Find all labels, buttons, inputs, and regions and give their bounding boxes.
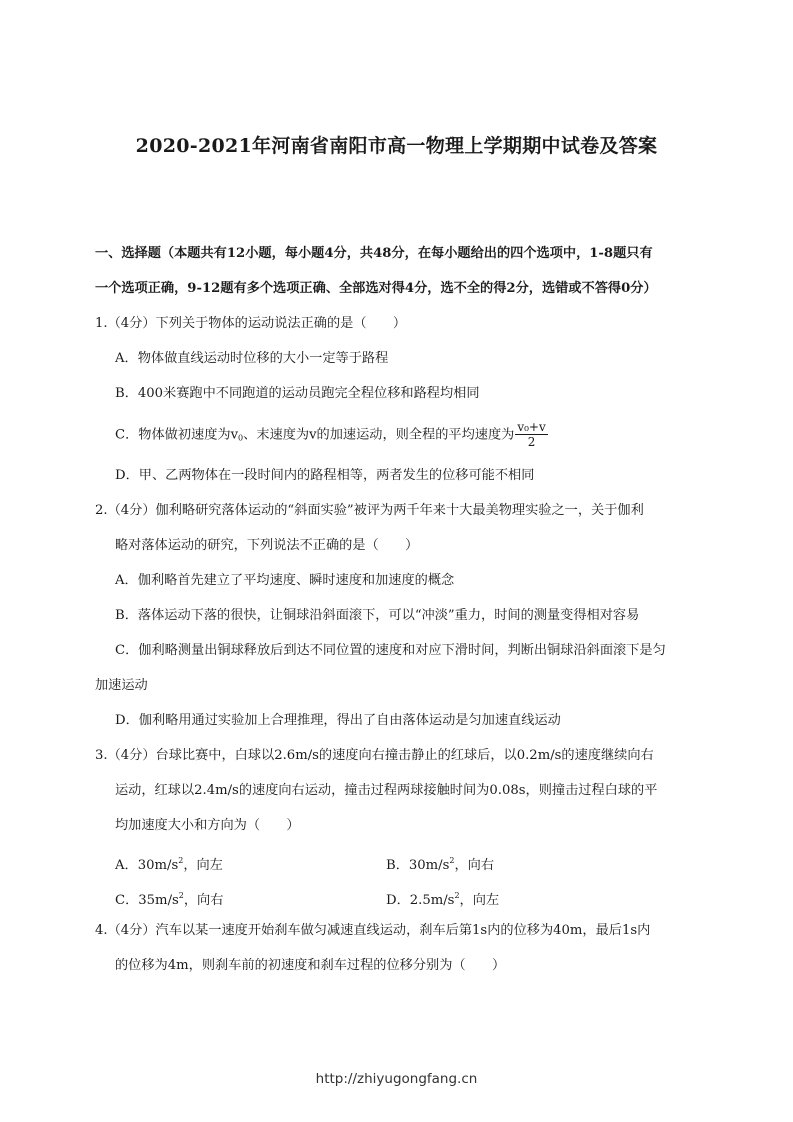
q2-option-d: D．伽利略用通过实验加上合理推理，得出了自由落体运动是匀加速直线运动: [115, 713, 561, 728]
q3-option-a-value: A．30m/s: [115, 858, 179, 873]
q3-option-c-value: C．35m/s: [115, 893, 179, 908]
q3-option-b: [386, 853, 494, 874]
q2-option-c-line2: 加速运动: [95, 678, 148, 693]
q3-option-c-exponent: 2: [178, 891, 184, 900]
q1-option-b: B．400米赛跑中不同跑道的运动员跑完全程位移和路程均相同: [115, 386, 480, 401]
average-velocity-fraction: [515, 421, 547, 449]
q3-option-a: [115, 853, 223, 874]
q3-option-a-direction: ，向左: [183, 858, 223, 873]
q1-option-c-pre: C．物体做初速度为v: [115, 427, 239, 443]
q2-option-a: A．伽利略首先建立了平均速度、瞬时速度和加速度的概念: [115, 573, 455, 588]
q3-option-d-direction: ，向左: [459, 893, 500, 908]
q3-option-b-value: B．30m/s: [386, 858, 450, 873]
q1-stem: 1.（4分）下列关于物体的运动说法正确的是（ ）: [95, 316, 407, 331]
q2-stem-line2: 略对落体运动的研究，下列说法不正确的是（ ）: [115, 538, 419, 553]
q1-option-c-subscript: 0: [238, 433, 244, 443]
q3-option-d-value: D．2.5m/s: [386, 893, 455, 908]
q4-stem-line2: 的位移为4m，则刹车前的初速度和刹车过程的位移分别为（ ）: [115, 958, 506, 973]
q3-stem-line1: 3.（4分）台球比赛中，白球以2.6m/s的速度向右撞击静止的红球后，以0.2m/s的速度继续向右: [95, 748, 654, 763]
q3-option-d: [386, 888, 499, 909]
q3-option-b-direction: ，向右: [454, 858, 495, 873]
section-heading-line2: 一个选项正确，9-12题有多个选项正确、全部选对得4分，选不全的得2分，选错或不答得0分）: [95, 281, 657, 296]
q3-stem-line2: 运动，红球以2.4m/s的速度向右运动，撞击过程两球接触时间为0.08s，则撞击过程白球的平: [115, 783, 658, 798]
q1-option-c-mid: 、末速度为v的加速运动，则全程的平均速度为: [243, 427, 515, 443]
q4-stem-line1: 4.（4分）汽车以某一速度开始刹车做匀减速直线运动，刹车后第1s内的位移为40m，最后1s内: [95, 923, 651, 938]
q1-option-a: A．物体做直线运动时位移的大小一定等于路程: [115, 351, 389, 366]
page-title: 2020-2021年河南省南阳市高一物理上学期期中试卷及答案: [135, 135, 658, 157]
q3-stem-line3: 均加速度大小和方向为（ ）: [115, 818, 300, 833]
fraction-denominator: 2: [527, 435, 536, 449]
section-heading-line1: 一、选择题（本题共有12小题，每小题4分，共48分，在每小题给出的四个选项中，1-8题只有: [95, 246, 653, 261]
q2-option-c-line1: C．伽利略测量出铜球释放后到达不同位置的速度和对应下滑时间，判断出铜球沿斜面滚下是匀: [115, 643, 666, 658]
q2-option-b: B．落体运动下落的很快，让铜球沿斜面滚下，可以“冲淡”重力，时间的测量变得相对容易: [115, 608, 640, 623]
q3-option-b-exponent: 2: [449, 856, 455, 865]
q1-option-c: [115, 421, 548, 449]
q3-option-a-exponent: 2: [178, 856, 184, 865]
footer-url: http://zhiyugongfang.cn: [315, 1071, 478, 1087]
q1-option-d: D．甲、乙两物体在一段时间内的路程相等，两者发生的位移可能不相同: [115, 468, 535, 483]
q3-option-c-direction: ，向右: [183, 893, 224, 908]
q3-option-c: [115, 888, 223, 909]
q3-option-d-exponent: 2: [454, 891, 460, 900]
fraction-numerator: v₀+v: [517, 420, 546, 434]
q2-stem-line1: 2.（4分）伽利略研究落体运动的“斜面实验”被评为两千年来十大最美物理实验之一，关于伽利: [95, 503, 644, 518]
